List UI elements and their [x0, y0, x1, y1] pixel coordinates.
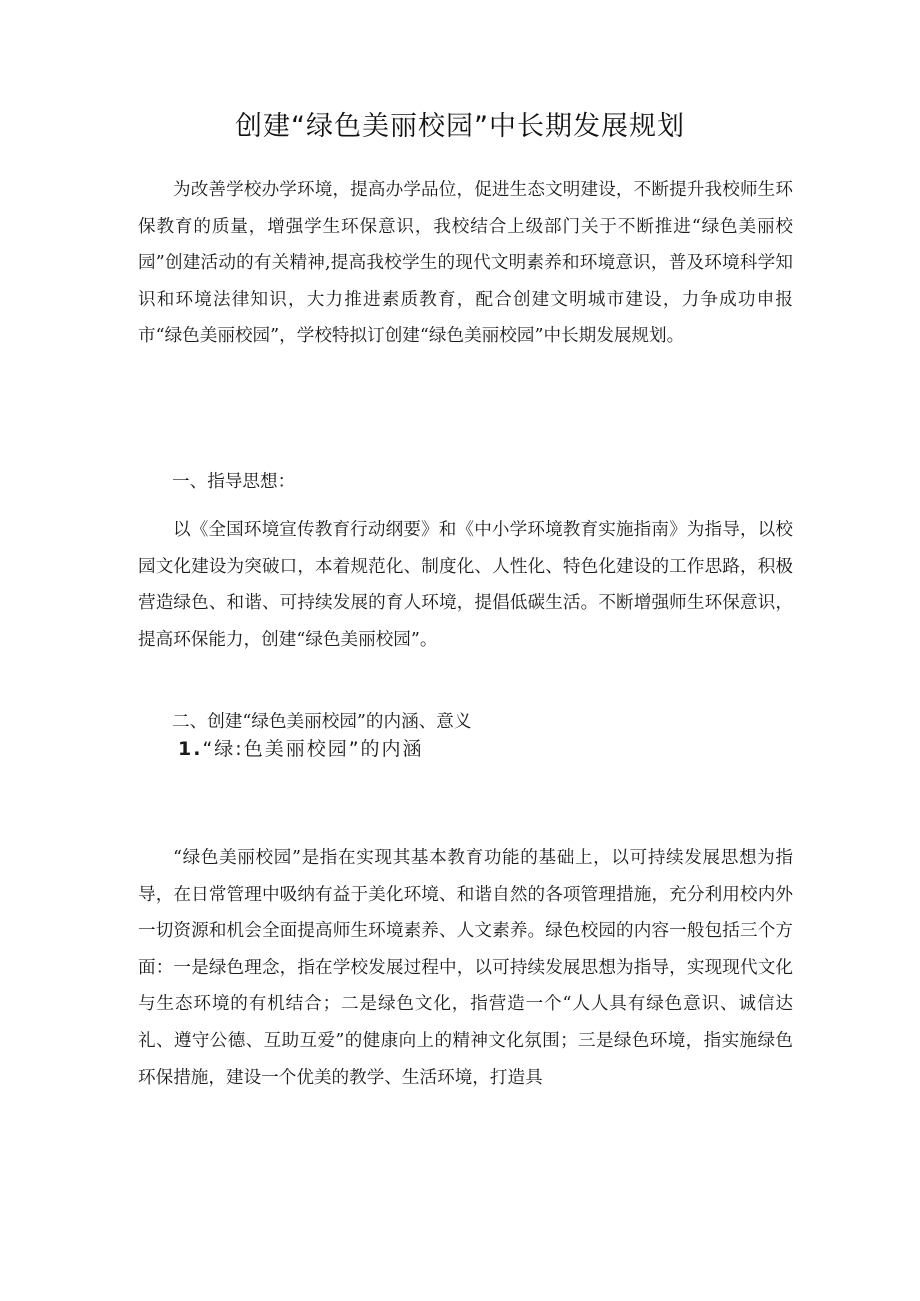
section-heading-connotation: 二、创建“绿色美丽校园”的内涵、意义 — [172, 712, 472, 732]
subsection-heading-connotation — [178, 734, 424, 761]
section-heading-guiding-thought: 一、指导思想： — [172, 472, 296, 492]
document-title: 创建“绿色美丽校园”中长期发展规划 — [235, 111, 685, 142]
connotation-paragraph: “绿色美丽校园”是指在实现其基本教育功能的基础上，以可持续发展思想为指导，在日常管理中吸纳有益于美化环境、和谐自然的各项管理措施，充分利用校内外一切资源和机会全面提高师生环境素养、人文素养。绿色校园的内容一般包括三个方面：一是绿色理念，指在学校发展过程中，以可持续发展思想为指导，实现现代文化与生态环境的有机结合；二是绿色文化，指营造一个“人人具有绿色意识、诚信达礼、遵守公德、互助互爱”的健康向上的精神文化氛围；三是绿色环境，指实施绿色环保措施，建设一个优美的教学、生活环境，打造具 — [138, 848, 793, 1088]
subsection-title: “绿:色美丽校园”的内涵 — [202, 738, 424, 760]
guiding-thought-paragraph: 以《全国环境宣传教育行动纲要》和《中小学环境教育实施指南》为指导，以校园文化建设为突破口，本着规范化、制度化、人性化、特色化建设的工作思路，积极营造绿色、和谐、可持续发展的育人环境，提倡低碳生活。不断增强师生环保意识，提高环保能力，创建“绿色美丽校园”。 — [138, 520, 793, 650]
subsection-number: 1. — [178, 738, 203, 760]
intro-paragraph: 为改善学校办学环境，提高办学品位，促进生态文明建设，不断提升我校师生环保教育的质量，增强学生环保意识，我校结合上级部门关于不断推进“绿色美丽校园”创建活动的有关精神,提高我校学生的现代文明素养和环境意识，普及环境科学知识和环境法律知识，大力推进素质教育，配合创建文明城市建设，力争成功申报市“绿色美丽校园”，学校特拟订创建“绿色美丽校园”中长期发展规划。 — [138, 180, 793, 347]
